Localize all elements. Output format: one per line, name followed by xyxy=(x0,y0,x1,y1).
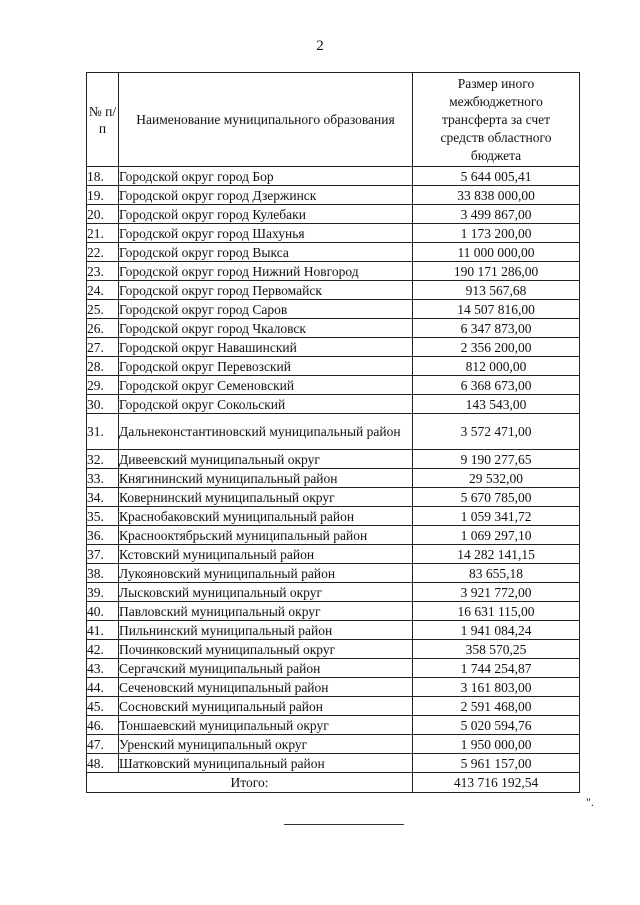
row-name: Лысковский муниципальный округ xyxy=(119,583,413,602)
table-row xyxy=(87,602,580,621)
row-amount: 6 368 673,00 xyxy=(413,376,580,395)
table-header-row xyxy=(87,73,580,167)
row-amount: 190 171 286,00 xyxy=(413,262,580,281)
row-number: 29. xyxy=(87,376,119,395)
row-amount: 3 161 803,00 xyxy=(413,678,580,697)
row-number: 31. xyxy=(87,414,119,450)
row-amount: 33 838 000,00 xyxy=(413,186,580,205)
row-name: Дальнеконстантиновский муниципальный район xyxy=(119,414,413,450)
row-number: 34. xyxy=(87,488,119,507)
table-row xyxy=(87,262,580,281)
table-row xyxy=(87,621,580,640)
row-amount: 2 591 468,00 xyxy=(413,697,580,716)
row-number: 35. xyxy=(87,507,119,526)
table-row xyxy=(87,697,580,716)
row-amount: 3 499 867,00 xyxy=(413,205,580,224)
table-row xyxy=(87,469,580,488)
row-number: 45. xyxy=(87,697,119,716)
row-name: Краснобаковский муниципальный район xyxy=(119,507,413,526)
row-amount: 143 543,00 xyxy=(413,395,580,414)
row-number: 40. xyxy=(87,602,119,621)
row-amount: 3 921 772,00 xyxy=(413,583,580,602)
table-row xyxy=(87,300,580,319)
table-row xyxy=(87,659,580,678)
row-number: 22. xyxy=(87,243,119,262)
table-row xyxy=(87,450,580,469)
row-number: 43. xyxy=(87,659,119,678)
row-name: Городской округ город Кулебаки xyxy=(119,205,413,224)
row-amount: 1 173 200,00 xyxy=(413,224,580,243)
row-name: Городской округ город Нижний Новгород xyxy=(119,262,413,281)
page-number: 2 xyxy=(316,38,324,54)
row-amount: 812 000,00 xyxy=(413,357,580,376)
row-number: 44. xyxy=(87,678,119,697)
closing-quote: ". xyxy=(586,795,594,809)
row-amount: 9 190 277,65 xyxy=(413,450,580,469)
row-amount: 1 744 254,87 xyxy=(413,659,580,678)
row-number: 41. xyxy=(87,621,119,640)
row-number: 32. xyxy=(87,450,119,469)
row-number: 20. xyxy=(87,205,119,224)
total-amount: 413 716 192,54 xyxy=(413,773,580,793)
row-amount: 1 069 297,10 xyxy=(413,526,580,545)
row-number: 23. xyxy=(87,262,119,281)
row-name: Городской округ Навашинский xyxy=(119,338,413,357)
table-row xyxy=(87,735,580,754)
table-row xyxy=(87,564,580,583)
table-row xyxy=(87,243,580,262)
table-row xyxy=(87,678,580,697)
table-row xyxy=(87,545,580,564)
row-name: Городской округ город Чкаловск xyxy=(119,319,413,338)
row-amount: 1 950 000,00 xyxy=(413,735,580,754)
row-amount: 5 020 594,76 xyxy=(413,716,580,735)
table-row xyxy=(87,414,580,450)
row-number: 28. xyxy=(87,357,119,376)
row-name: Сосновский муниципальный район xyxy=(119,697,413,716)
row-name: Кстовский муниципальный район xyxy=(119,545,413,564)
table-row xyxy=(87,167,580,186)
row-name: Городской округ город Бор xyxy=(119,167,413,186)
row-number: 38. xyxy=(87,564,119,583)
row-name: Сеченовский муниципальный район xyxy=(119,678,413,697)
row-name: Городской округ город Дзержинск xyxy=(119,186,413,205)
row-name: Пильнинский муниципальный район xyxy=(119,621,413,640)
row-name: Уренский муниципальный округ xyxy=(119,735,413,754)
row-amount: 1 941 084,24 xyxy=(413,621,580,640)
row-name: Лукояновский муниципальный район xyxy=(119,564,413,583)
row-amount: 11 000 000,00 xyxy=(413,243,580,262)
row-amount: 6 347 873,00 xyxy=(413,319,580,338)
row-amount: 913 567,68 xyxy=(413,281,580,300)
table-row xyxy=(87,583,580,602)
row-name: Городской округ город Шахунья xyxy=(119,224,413,243)
row-name: Городской округ Семеновский xyxy=(119,376,413,395)
table-row xyxy=(87,281,580,300)
table-row xyxy=(87,716,580,735)
total-row xyxy=(87,773,580,793)
row-number: 33. xyxy=(87,469,119,488)
row-name: Городской округ город Выкса xyxy=(119,243,413,262)
table-row xyxy=(87,526,580,545)
table-row xyxy=(87,186,580,205)
header-amount: Размер иного межбюджетного трансферта за счет средств областного бюджета xyxy=(413,73,580,167)
row-amount: 14 282 141,15 xyxy=(413,545,580,564)
row-name: Городской округ город Саров xyxy=(119,300,413,319)
row-name: Шатковский муниципальный район xyxy=(119,754,413,773)
row-number: 27. xyxy=(87,338,119,357)
row-number: 21. xyxy=(87,224,119,243)
table-row xyxy=(87,507,580,526)
row-number: 46. xyxy=(87,716,119,735)
row-amount: 29 532,00 xyxy=(413,469,580,488)
row-number: 48. xyxy=(87,754,119,773)
table-row xyxy=(87,376,580,395)
row-name: Городской округ город Первомайск xyxy=(119,281,413,300)
table-row xyxy=(87,395,580,414)
total-label: Итого: xyxy=(87,773,413,793)
row-number: 36. xyxy=(87,526,119,545)
row-number: 25. xyxy=(87,300,119,319)
table-row xyxy=(87,224,580,243)
row-amount: 5 644 005,41 xyxy=(413,167,580,186)
header-name: Наименование муниципального образования xyxy=(119,73,413,167)
row-amount: 1 059 341,72 xyxy=(413,507,580,526)
row-amount: 83 655,18 xyxy=(413,564,580,583)
header-number: № п/п xyxy=(87,73,119,167)
table-row xyxy=(87,319,580,338)
row-amount: 5 670 785,00 xyxy=(413,488,580,507)
row-number: 39. xyxy=(87,583,119,602)
table-row xyxy=(87,338,580,357)
row-name: Ковернинский муниципальный округ xyxy=(119,488,413,507)
row-number: 42. xyxy=(87,640,119,659)
table-row xyxy=(87,357,580,376)
table-row xyxy=(87,754,580,773)
row-amount: 14 507 816,00 xyxy=(413,300,580,319)
row-name: Сергачский муниципальный район xyxy=(119,659,413,678)
row-number: 19. xyxy=(87,186,119,205)
transfer-table xyxy=(86,72,580,793)
row-name: Дивеевский муниципальный округ xyxy=(119,450,413,469)
row-name: Тоншаевский муниципальный округ xyxy=(119,716,413,735)
table-row xyxy=(87,488,580,507)
row-amount: 5 961 157,00 xyxy=(413,754,580,773)
row-amount: 16 631 115,00 xyxy=(413,602,580,621)
row-number: 18. xyxy=(87,167,119,186)
row-name: Городской округ Сокольский xyxy=(119,395,413,414)
row-name: Краснооктябрьский муниципальный район xyxy=(119,526,413,545)
row-number: 37. xyxy=(87,545,119,564)
separator-line xyxy=(284,824,404,825)
row-name: Павловский муниципальный округ xyxy=(119,602,413,621)
row-number: 26. xyxy=(87,319,119,338)
row-number: 47. xyxy=(87,735,119,754)
table-row xyxy=(87,205,580,224)
row-number: 30. xyxy=(87,395,119,414)
row-amount: 358 570,25 xyxy=(413,640,580,659)
row-name: Городской округ Перевозский xyxy=(119,357,413,376)
row-name: Княгининский муниципальный район xyxy=(119,469,413,488)
row-name: Починковский муниципальный округ xyxy=(119,640,413,659)
row-amount: 2 356 200,00 xyxy=(413,338,580,357)
row-number: 24. xyxy=(87,281,119,300)
row-amount: 3 572 471,00 xyxy=(413,414,580,450)
table-body xyxy=(87,167,580,773)
table-row xyxy=(87,640,580,659)
